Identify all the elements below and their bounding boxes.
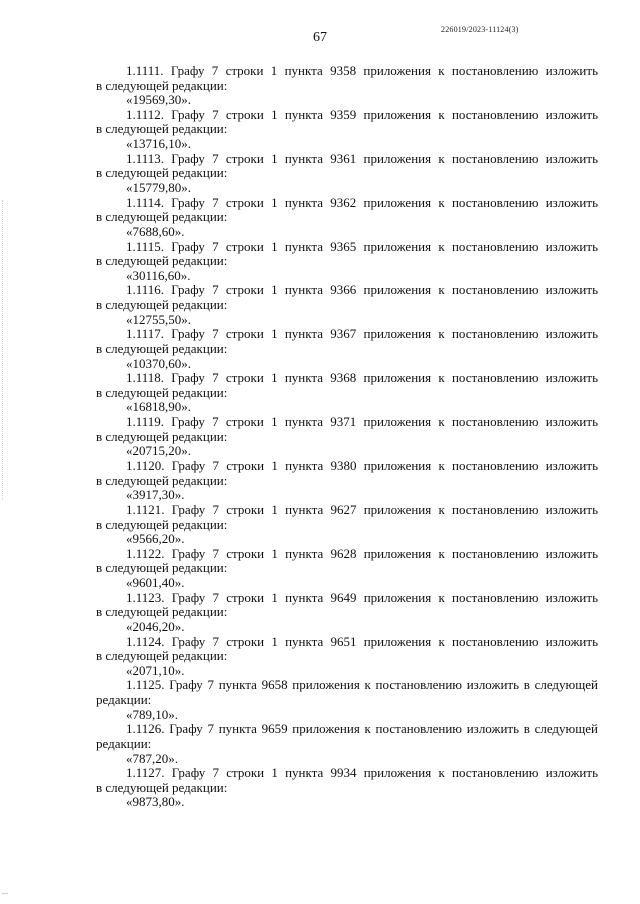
amendment-text-continuation: в следующей редакции: <box>96 604 228 620</box>
amendment-text-continuation: в следующей редакции: <box>96 209 228 225</box>
amendment-text: 1.1124. Графу 7 строки 1 пункта 9651 приложения к постановлению изложить <box>126 634 598 649</box>
document-number: 226019/2023-11124(3) <box>441 25 519 34</box>
amendment-value: «13716,10». <box>126 136 191 152</box>
amendment-item <box>96 283 598 327</box>
amendment-item <box>96 415 598 459</box>
amendment-value: «19569,30». <box>126 92 191 108</box>
amendment-value: «16818,90». <box>126 399 191 415</box>
page-number: 67 <box>313 30 327 45</box>
amendment-value: «12755,50». <box>126 311 191 327</box>
amendment-item <box>96 635 598 679</box>
amendment-item <box>96 503 598 547</box>
scan-margin-marks <box>2 200 7 500</box>
amendment-item <box>96 678 598 722</box>
amendment-text-continuation: в следующей редакции: <box>96 165 228 181</box>
amendment-value: «15779,80». <box>126 179 191 195</box>
amendment-value: «20715,20». <box>126 443 191 459</box>
amendment-text: 1.1120. Графу 7 строки 1 пункта 9380 приложения к постановлению изложить <box>126 459 598 474</box>
amendment-text-continuation: редакции: <box>96 692 152 708</box>
amendment-text: 1.1127. Графу 7 строки 1 пункта 9934 приложения к постановлению изложить <box>126 766 598 781</box>
amendment-text: 1.1118. Графу 7 строки 1 пункта 9368 приложения к постановлению изложить <box>126 371 598 386</box>
amendment-text-continuation: в следующей редакции: <box>96 560 228 576</box>
amendment-value: «9601,40». <box>126 574 185 590</box>
amendment-value: «9873,80». <box>126 794 185 810</box>
amendment-text: 1.1116. Графу 7 строки 1 пункта 9366 приложения к постановлению изложить <box>126 283 598 298</box>
amendment-item <box>96 547 598 591</box>
scan-bottom-mark <box>2 893 8 894</box>
amendment-value: «787,20». <box>126 750 178 766</box>
amendment-value: «3917,30». <box>126 487 185 503</box>
amendment-item <box>96 240 598 284</box>
amendment-text-continuation: в следующей редакции: <box>96 779 228 795</box>
amendment-text: 1.1119. Графу 7 строки 1 пункта 9371 приложения к постановлению изложить <box>126 415 598 430</box>
amendment-text-continuation: в следующей редакции: <box>96 384 228 400</box>
amendment-value: «30116,60». <box>126 267 191 283</box>
amendment-text-continuation: в следующей редакции: <box>96 472 228 488</box>
amendment-text-continuation: редакции: <box>96 735 152 751</box>
amendment-item <box>96 371 598 415</box>
amendment-text: 1.1123. Графу 7 строки 1 пункта 9649 приложения к постановлению изложить <box>126 590 598 605</box>
amendment-item <box>96 722 598 766</box>
amendment-value: «2046,20». <box>126 618 185 634</box>
amendment-value: «9566,20». <box>126 531 185 547</box>
amendment-value: «2071,10». <box>126 662 185 678</box>
amendment-text-continuation: в следующей редакции: <box>96 428 228 444</box>
amendment-text-continuation: в следующей редакции: <box>96 648 228 664</box>
amendment-text: 1.1121. Графу 7 строки 1 пункта 9627 приложения к постановлению изложить <box>126 502 598 517</box>
amendment-text: 1.1122. Графу 7 строки 1 пункта 9628 приложения к постановлению изложить <box>126 546 598 561</box>
amendment-text: 1.1115. Графу 7 строки 1 пункта 9365 приложения к постановлению изложить <box>126 239 598 254</box>
amendment-text: 1.1113. Графу 7 строки 1 пункта 9361 приложения к постановлению изложить <box>126 151 598 166</box>
amendment-text-continuation: в следующей редакции: <box>96 253 228 269</box>
amendment-item <box>96 152 598 196</box>
amendment-item <box>96 327 598 371</box>
amendment-text: 1.1117. Графу 7 строки 1 пункта 9367 приложения к постановлению изложить <box>126 327 598 342</box>
amendment-item <box>96 64 598 108</box>
amendment-text-continuation: в следующей редакции: <box>96 340 228 356</box>
amendment-text: 1.1126. Графу 7 пункта 9659 приложения к постановлению изложить в следующей <box>126 722 598 737</box>
amendment-item <box>96 591 598 635</box>
amendment-text: 1.1112. Графу 7 строки 1 пункта 9359 приложения к постановлению изложить <box>126 107 598 122</box>
amendment-text: 1.1114. Графу 7 строки 1 пункта 9362 приложения к постановлению изложить <box>126 195 598 210</box>
amendment-text-continuation: в следующей редакции: <box>96 77 228 93</box>
document-body <box>96 64 598 810</box>
amendment-value: «10370,60». <box>126 355 191 371</box>
amendment-item <box>96 766 598 810</box>
amendment-text-continuation: в следующей редакции: <box>96 297 228 313</box>
amendment-text: 1.1125. Графу 7 пункта 9658 приложения к постановлению изложить в следующей <box>126 678 598 693</box>
amendment-item <box>96 459 598 503</box>
amendment-text: 1.1111. Графу 7 строки 1 пункта 9358 приложения к постановлению изложить <box>126 64 598 78</box>
amendment-value: «7688,60». <box>126 223 185 239</box>
amendment-value: «789,10». <box>126 706 178 722</box>
amendment-text-continuation: в следующей редакции: <box>96 516 228 532</box>
amendment-item <box>96 196 598 240</box>
amendment-text-continuation: в следующей редакции: <box>96 121 228 137</box>
amendment-item <box>96 108 598 152</box>
